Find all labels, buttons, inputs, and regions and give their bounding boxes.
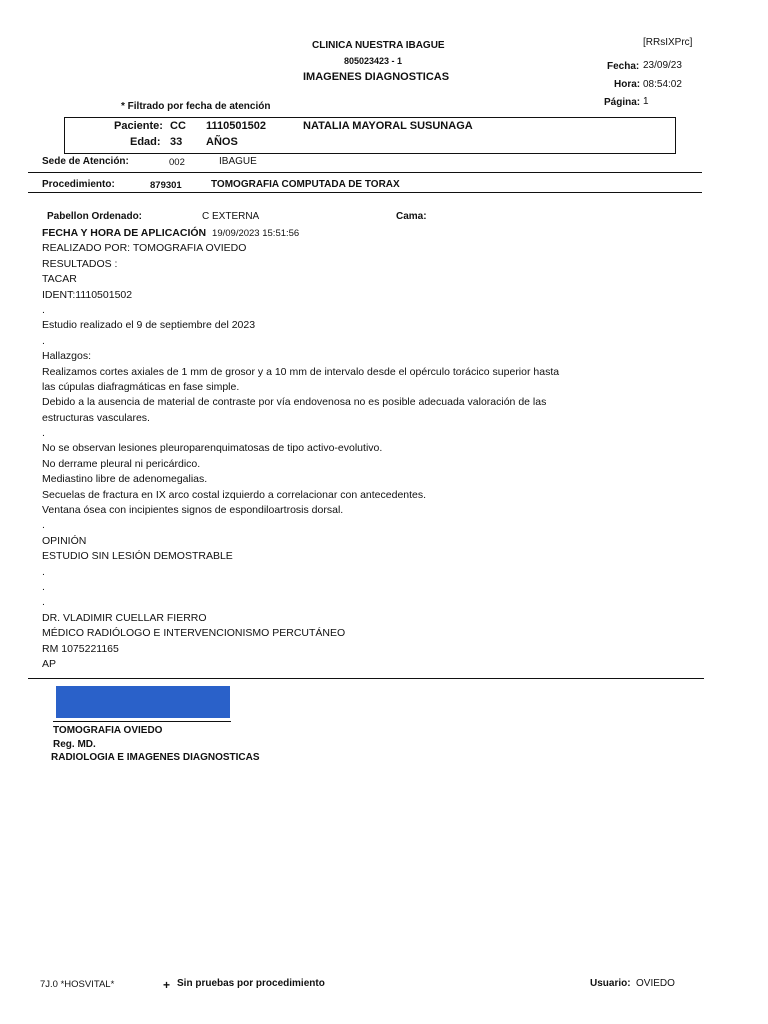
filter-note: * Filtrado por fecha de atención (121, 101, 271, 112)
cama-label: Cama: (396, 211, 427, 222)
sede-code: 002 (169, 157, 185, 168)
report-code: [RRsIXPrc] (643, 37, 693, 48)
report-line: Realizamos cortes axiales de 1 mm de grosor y a 10 mm de intervalo desde el opérculo torácico superior hasta (42, 365, 560, 378)
sede-label: Sede de Atención: (42, 156, 129, 167)
patient-doc-number: 1110501502 (206, 120, 266, 132)
report-line: ESTUDIO SIN LESIÓN DEMOSTRABLE (42, 550, 233, 563)
divider (28, 678, 704, 679)
report-line: Secuelas de fractura en IX arco costal izquierdo a correlacionar con antecedentes. (42, 488, 427, 501)
report-line: . (42, 334, 45, 347)
divider (28, 192, 702, 193)
report-line: las cúpulas diafragmáticas en fase simple. (42, 380, 240, 393)
signature-image (56, 686, 230, 718)
report-line: IDENT:1110501502 (42, 288, 133, 301)
signature-reg: Reg. MD. (53, 739, 96, 750)
report-line: DR. VLADIMIR CUELLAR FIERRO (42, 611, 207, 624)
clinic-name: CLINICA NUESTRA IBAGUE (312, 40, 445, 51)
aplicacion-value: 19/09/2023 15:51:56 (212, 228, 300, 239)
department-title: IMAGENES DIAGNOSTICAS (303, 71, 450, 83)
pabellon-label: Pabellon Ordenado: (47, 211, 143, 222)
report-line: MÉDICO RADIÓLOGO E INTERVENCIONISMO PERCUTÁNEO (42, 627, 346, 640)
footer-system: 7J.0 *HOSVITAL* (40, 979, 115, 990)
fecha-label: Fecha: (607, 61, 640, 72)
pagina-value: 1 (643, 96, 649, 107)
plus-icon: + (163, 978, 171, 992)
report-line: REALIZADO POR: TOMOGRAFIA OVIEDO (42, 242, 247, 255)
report-line: OPINIÓN (42, 534, 87, 547)
footer-note: Sin pruebas por procedimiento (177, 978, 325, 989)
aplicacion-label: FECHA Y HORA DE APLICACIÓN (42, 227, 207, 239)
divider (28, 172, 702, 173)
fecha-value: 23/09/23 (643, 60, 682, 71)
signature-name: TOMOGRAFIA OVIEDO (53, 725, 163, 736)
report-line: Mediastino libre de adenomegalias. (42, 473, 208, 486)
report-line: . (42, 303, 45, 316)
procedimiento-code: 879301 (150, 180, 182, 191)
report-line: estructuras vasculares. (42, 411, 150, 424)
usuario-value: OVIEDO (636, 978, 675, 989)
pabellon-value: C EXTERNA (202, 211, 260, 222)
aplicacion-line (42, 226, 562, 241)
sede-name: IBAGUE (219, 156, 257, 167)
procedimiento-name: TOMOGRAFIA COMPUTADA DE TORAX (211, 179, 400, 190)
hora-value: 08:54:02 (643, 79, 682, 90)
report-line: No derrame pleural ni pericárdico. (42, 457, 201, 470)
report-line: Ventana ósea con incipientes signos de espondiloartrosis dorsal. (42, 504, 344, 517)
signature-line (53, 721, 231, 722)
report-line: No se observan lesiones pleuroparenquimatosas de tipo activo-evolutivo. (42, 442, 383, 455)
procedimiento-label: Procedimiento: (42, 179, 115, 190)
report-line: . (42, 580, 45, 593)
report-line: Estudio realizado el 9 de septiembre del 2023 (42, 319, 256, 332)
report-line: . (42, 519, 45, 532)
patient-age-unit: AÑOS (206, 136, 238, 148)
report-line: . (42, 596, 45, 609)
patient-name: NATALIA MAYORAL SUSUNAGA (303, 120, 473, 132)
report-body (42, 226, 562, 672)
report-line: . (42, 565, 45, 578)
report-line: Hallazgos: (42, 350, 92, 363)
pagina-label: Página: (604, 97, 641, 108)
usuario-label: Usuario: (590, 978, 631, 989)
patient-age: 33 (170, 136, 183, 148)
report-line: TACAR (42, 273, 77, 286)
edad-label: Edad: (130, 136, 161, 148)
report-line: . (42, 427, 45, 440)
signature-dept: RADIOLOGIA E IMAGENES DIAGNOSTICAS (51, 752, 260, 763)
patient-doc-type: CC (170, 120, 186, 132)
report-line: RESULTADOS : (42, 257, 118, 270)
clinic-nit: 805023423 - 1 (344, 56, 403, 66)
report-line: AP (42, 657, 57, 670)
hora-label: Hora: (614, 79, 641, 90)
paciente-label: Paciente: (114, 120, 163, 132)
report-line: Debido a la ausencia de material de contraste por vía endovenosa no es posible adecuada valoración de las (42, 396, 547, 409)
report-line: RM 1075221165 (42, 642, 119, 655)
